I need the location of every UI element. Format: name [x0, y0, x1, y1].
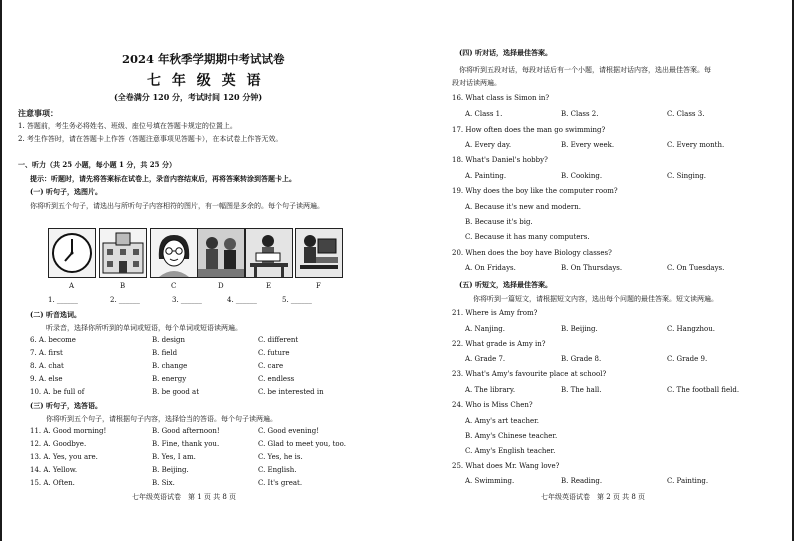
- option-row: [152, 466, 189, 474]
- option-c: C. The football field.: [667, 386, 740, 394]
- option-c: C. care: [258, 362, 284, 370]
- picture-label-c: C: [171, 282, 177, 290]
- picture-e: [245, 228, 293, 278]
- picture-d: [197, 228, 245, 278]
- answer-blank-3[interactable]: 3. ______: [172, 296, 202, 304]
- answer-blank-2[interactable]: 2. ______: [110, 296, 140, 304]
- section5-title: (五) 听短文，选择最佳答案。: [459, 280, 553, 289]
- clock-icon: [49, 229, 95, 277]
- question-23: 23. What's Amy's favourite place at school?: [452, 370, 607, 378]
- option-a: A. Painting.: [465, 172, 507, 180]
- section1-instructions-text: 你将听到五个句子，请选出与所听句子内容相符的图片，有一幅图是多余的。每个句子读两遍。: [30, 202, 324, 210]
- boy-reading-icon: [246, 229, 292, 277]
- part1-tip: 提示：听题时，请先将答案标在试卷上，录音内容结束后，再将答案转涂到答题卡上。: [30, 174, 296, 183]
- school-building-icon: [100, 229, 146, 277]
- question-25: 25. What does Mr. Wang love?: [452, 462, 560, 470]
- section1-instructions: [30, 200, 368, 213]
- option-b: B. Because it's big.: [465, 218, 533, 226]
- answer-blank-1[interactable]: 1. ______: [48, 296, 78, 304]
- question-18: 18. What's Daniel's hobby?: [452, 156, 548, 164]
- option-c: C. future: [258, 349, 290, 357]
- option-b: B. change: [152, 362, 188, 370]
- option-row: [152, 336, 185, 344]
- option-row: [258, 388, 324, 396]
- option-b: B. Yes, I am.: [152, 453, 196, 461]
- section2-title: (二) 听音选词。: [30, 310, 82, 319]
- option-b: B. Cooking.: [561, 172, 603, 180]
- option-row: [30, 388, 84, 396]
- option-b: B. Beijing.: [561, 325, 598, 333]
- exam-title: 2024 年秋季学期期中考试试卷: [122, 52, 285, 66]
- option-row: [152, 479, 175, 487]
- part1-title: 一、听力（共 25 小题，每小题 1 分，共 25 分）: [18, 160, 176, 169]
- option-row: [152, 388, 199, 396]
- option-row: [258, 440, 346, 448]
- picture-label-f: F: [316, 282, 321, 290]
- page-footer: 七年级英语试卷 第 1 页 共 8 页: [132, 493, 237, 501]
- option-c: C. English.: [258, 466, 297, 474]
- picture-label-a: A: [69, 282, 75, 290]
- option-a: 15. A. Often.: [30, 479, 75, 487]
- option-row: [30, 375, 63, 383]
- option-a: A. Nanjing.: [465, 325, 505, 333]
- option-row: [258, 362, 283, 370]
- picture-a: [48, 228, 96, 278]
- section3-title: (三) 听句子，选答语。: [30, 401, 103, 410]
- section4-instructions-line1: 你将听到五段对话，每段对话后有一个小题，请根据对话内容，选出最佳答案。每: [459, 66, 711, 74]
- option-b: B. On Thursdays.: [561, 264, 623, 272]
- people-talking-icon: [198, 229, 244, 277]
- question-22: 22. What grade is Amy in?: [452, 340, 546, 348]
- answer-blank-4[interactable]: 4. ______: [227, 296, 257, 304]
- option-a: 7. A. first: [30, 349, 63, 357]
- option-c: C. Grade 9.: [667, 355, 708, 363]
- option-row: [30, 453, 98, 461]
- option-row: [258, 375, 294, 383]
- section3-instructions: 你将听到五个句子，请根据句子内容，选择恰当的答语。每个句子读两遍。: [46, 415, 277, 423]
- option-row: [152, 453, 196, 461]
- option-a: 12. A. Goodbye.: [30, 440, 87, 448]
- option-c: C. be interested in: [258, 388, 324, 396]
- option-a: A. On Fridays.: [465, 264, 516, 272]
- score-note: (全卷满分 120 分，考试时间 120 分钟): [114, 92, 263, 102]
- option-c: C. Good evening!: [258, 427, 320, 435]
- note-1: 1. 答题前，考生务必将姓名、班级、座位号填在答题卡规定的位置上。: [18, 122, 237, 130]
- section5-instructions: 你将听到一篇短文，请根据短文内容，选出每个问题的最佳答案。短文读两遍。: [473, 295, 718, 303]
- option-c: C. Hangzhou.: [667, 325, 715, 333]
- notes-title: 注意事项：: [18, 108, 58, 118]
- picture-b: [99, 228, 147, 278]
- option-c: C. Class 3.: [667, 110, 705, 118]
- option-a: A. Swimming.: [465, 477, 515, 485]
- section4-title: (四) 听对话，选择最佳答案。: [459, 48, 553, 57]
- picture-f: [295, 228, 343, 278]
- option-b: B. field: [152, 349, 178, 357]
- option-b: B. Class 2.: [561, 110, 599, 118]
- option-c: C. Glad to meet you, too.: [258, 440, 346, 448]
- option-row: [152, 440, 219, 448]
- section2-instructions: 听录音，选择你所听到的单词或短语，每个单词或短语读两遍。: [46, 324, 242, 332]
- option-row: [30, 349, 63, 357]
- option-c: C. Every month.: [667, 141, 725, 149]
- girl-with-glasses-icon: [151, 229, 197, 277]
- option-b: B. design: [152, 336, 186, 344]
- option-c: C. It's great.: [258, 479, 303, 487]
- option-row: [258, 336, 298, 344]
- question-17: 17. How often does the man go swimming?: [452, 126, 606, 134]
- section4-instructions-line2: 段对话读两遍。: [452, 79, 501, 87]
- option-c: C. endless: [258, 375, 295, 383]
- option-c: C. Singing.: [667, 172, 707, 180]
- option-b: B. Beijing.: [152, 466, 189, 474]
- option-row: [152, 362, 187, 370]
- exam-page-2: [397, 0, 794, 541]
- section1-title: (一) 听句子，选图片。: [30, 187, 103, 196]
- option-a: 14. A. Yellow.: [30, 466, 78, 474]
- option-row: [30, 440, 86, 448]
- option-row: [30, 336, 76, 344]
- option-a: 6. A. become: [30, 336, 76, 344]
- option-row: [258, 479, 302, 487]
- note-2: 2. 考生作答时，请在答题卡上作答（答题注意事项见答题卡），在本试卷上作答无效。: [18, 135, 283, 143]
- option-row: [152, 427, 220, 435]
- option-row: [258, 427, 319, 435]
- page-footer: 七年级英语试卷 第 2 页 共 8 页: [541, 493, 646, 501]
- option-row: [258, 466, 296, 474]
- question-21: 21. Where is Amy from?: [452, 309, 538, 317]
- option-c: C. different: [258, 336, 299, 344]
- option-a: A. Amy's art teacher.: [465, 417, 539, 425]
- answer-blank-5[interactable]: 5. ______: [282, 296, 312, 304]
- option-row: [152, 375, 186, 383]
- option-a: 10. A. be full of: [30, 388, 85, 396]
- option-b: B. Good afternoon!: [152, 427, 220, 435]
- option-c: C. Because it has many computers.: [465, 233, 590, 241]
- option-c: C. Amy's English teacher.: [465, 447, 556, 455]
- picture-label-e: E: [266, 282, 272, 290]
- option-row: [30, 362, 64, 370]
- option-a: A. Class 1.: [465, 110, 503, 118]
- option-b: B. Reading.: [561, 477, 603, 485]
- option-b: B. The hall.: [561, 386, 602, 394]
- option-c: C. On Tuesdays.: [667, 264, 725, 272]
- option-a: 11. A. Good morning!: [30, 427, 107, 435]
- option-a: 9. A. else: [30, 375, 63, 383]
- exam-subject: 七 年 级 英 语: [147, 73, 264, 89]
- option-b: B. Every week.: [561, 141, 615, 149]
- option-b: B. Six.: [152, 479, 175, 487]
- option-a: A. The library.: [465, 386, 516, 394]
- option-row: [30, 479, 75, 487]
- option-row: [258, 349, 289, 357]
- option-a: A. Grade 7.: [465, 355, 506, 363]
- option-row: [30, 427, 106, 435]
- option-row: [30, 466, 77, 474]
- question-20: 20. When does the boy have Biology classes?: [452, 249, 612, 257]
- picture-c: [150, 228, 198, 278]
- question-16: 16. What class is Simon in?: [452, 94, 550, 102]
- option-b: B. Fine, thank you.: [152, 440, 220, 448]
- option-a: A. Every day.: [465, 141, 512, 149]
- option-b: B. Grade 8.: [561, 355, 602, 363]
- boy-with-computer-icon: [296, 229, 342, 277]
- option-b: B. energy: [152, 375, 187, 383]
- option-c: C. Painting.: [667, 477, 709, 485]
- question-24: 24. Who is Miss Chen?: [452, 401, 533, 409]
- option-row: [258, 453, 303, 461]
- question-19: 19. Why does the boy like the computer room?: [452, 187, 618, 195]
- option-b: B. Amy's Chinese teacher.: [465, 432, 558, 440]
- picture-label-b: B: [120, 282, 126, 290]
- option-a: A. Because it's new and modern.: [465, 203, 581, 211]
- option-a: 8. A. chat: [30, 362, 64, 370]
- option-c: C. Yes, he is.: [258, 453, 303, 461]
- option-row: [152, 349, 177, 357]
- option-b: B. be good at: [152, 388, 200, 396]
- picture-label-d: D: [218, 282, 224, 290]
- option-a: 13. A. Yes, you are.: [30, 453, 98, 461]
